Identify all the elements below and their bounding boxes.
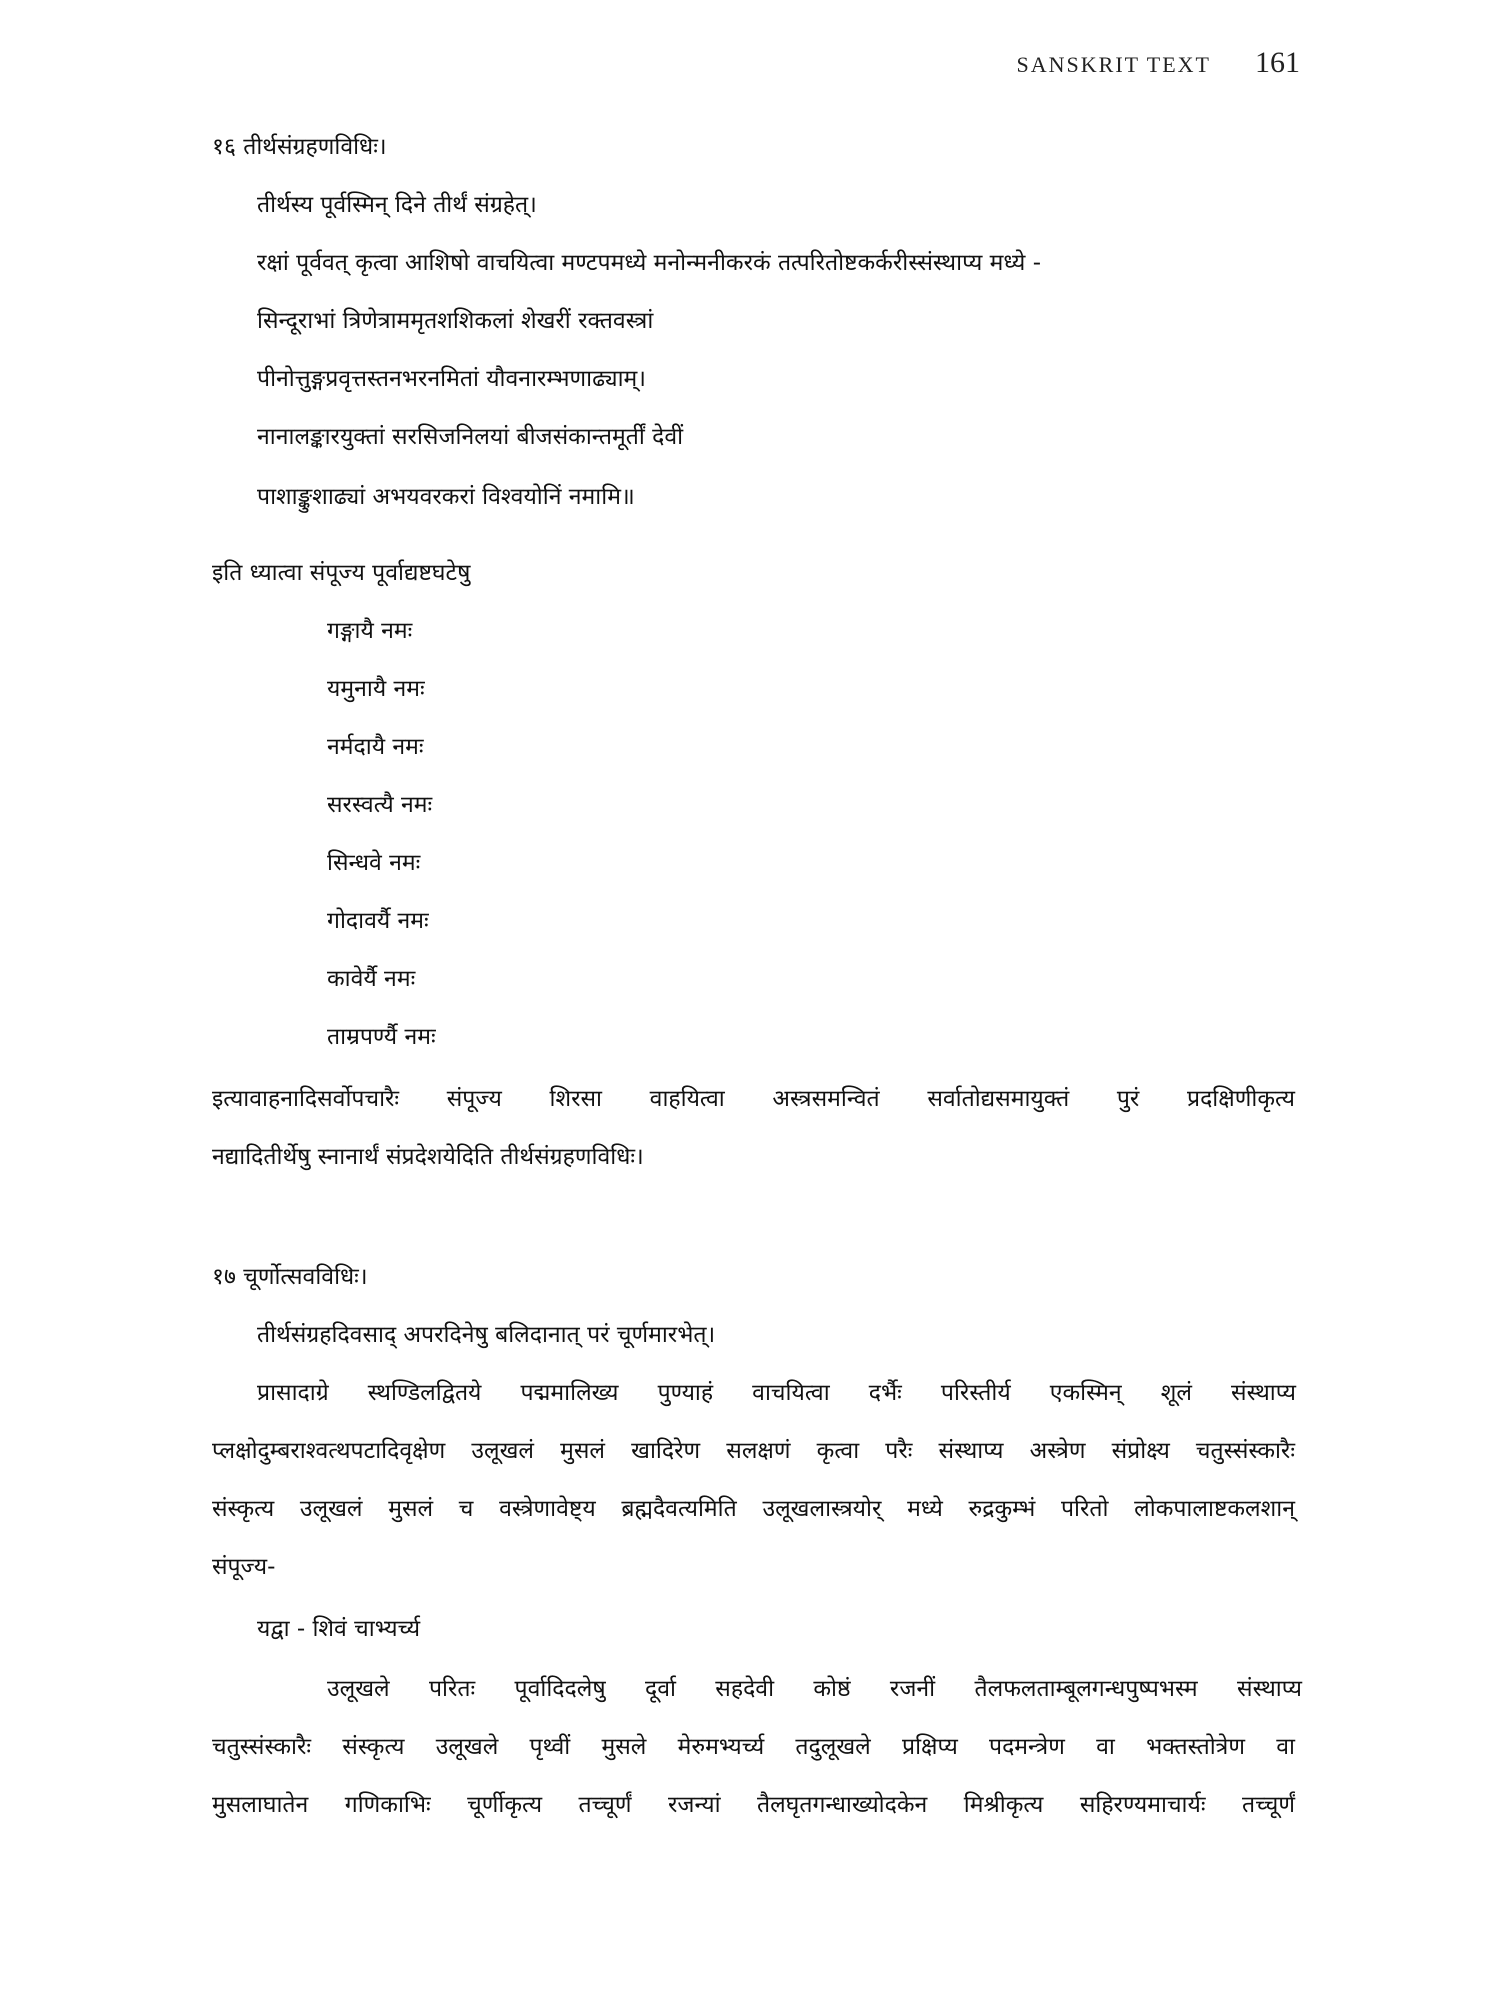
iti-line: इति ध्यात्वा संपूज्य पूर्वाद्यष्टघटेषु: [212, 560, 471, 586]
para2-line-3: मुसलाघातेन गणिकाभिः चूर्णीकृत्य तच्चूर्णं रजन्यां तैलघृतगन्धाख्योदकेन मिश्रीकृत्य सहिरण्यमाचार्यः तच्चूर्णं: [212, 1792, 1295, 1818]
invocation-narmada: नर्मदायै नमः: [327, 734, 424, 760]
section-16-instruction: रक्षां पूर्ववत् कृत्वा आशिषो वाचयित्वा मण्टपमध्ये मनोन्मनीकरकं तत्परितोष्टकर्करीस्संस्थाप्य मध्ये -: [257, 250, 1041, 276]
section-17-heading: १७ चूर्णोत्सवविधिः।: [212, 1264, 368, 1290]
para1-line-2: प्लक्षोदुम्बराश्वत्थपटादिवृक्षेण उलूखलं मुसलं खादिरेण सलक्षणं कृत्वा परैः संस्थाप्य अस्त्रेण संप्रोक्ष्य चतुस्संस्कारैः: [212, 1438, 1295, 1464]
para1-line-1: प्रासादाग्रे स्थण्डिलद्वितये पद्ममालिख्य पुण्याहं वाचयित्वा दर्भैः परिस्तीर्य एकस्मिन् शूलं संस्थाप्य: [257, 1380, 1296, 1406]
para2-line-1: उलूखले परितः पूर्वादिदलेषु दूर्वा सहदेवी कोष्ठं रजनीं तैलफलताम्बूलगन्धपुष्पभस्म संस्थाप्य: [327, 1676, 1302, 1702]
invocation-kaveri: कावेर्यै नमः: [327, 966, 416, 992]
yadva-line: यद्वा - शिवं चाभ्यर्च्य: [257, 1616, 421, 1642]
section-17-intro: तीर्थसंग्रहदिवसाद् अपरदिनेषु बलिदानात् परं चूर्णमारभेत्।: [257, 1322, 716, 1348]
verse-line-3: नानालङ्कारयुक्तां सरसिजनिलयां बीजसंकान्तमूर्तीं देवीं: [257, 424, 684, 450]
verse-line-4: पाशाङ्कुशाढ्यां अभयवरकरां विश्वयोनिं नमामि॥: [257, 484, 635, 510]
section-16-intro: तीर्थस्य पूर्वस्मिन् दिने तीर्थं संग्रहेत्।: [257, 192, 537, 218]
para1-line-3: संस्कृत्य उलूखलं मुसलं च वस्त्रेणावेष्ट्य ब्रह्मदैवत्यमिति उलूखलास्त्रयोर् मध्ये रुद्रकुम्भं परितो लोकपालाष्टकलशान्: [212, 1496, 1295, 1522]
closing-line-1: इत्यावाहनादिसर्वोपचारैः संपूज्य शिरसा वाहयित्वा अस्त्रसमन्वितं सर्वातोद्यसमायुक्तं पुरं प्रदक्षिणीकृत्य: [212, 1086, 1295, 1112]
running-head: [1017, 46, 1300, 80]
verse-line-2: पीनोत्तुङ्गप्रवृत्तस्तनभरनमितां यौवनारम्भणाढ्याम्।: [257, 366, 646, 392]
invocation-sarasvati: सरस्वत्यै नमः: [327, 792, 433, 818]
invocation-tamraparni: ताम्रपर्ण्यै नमः: [327, 1024, 436, 1050]
para2-line-2: चतुस्संस्कारैः संस्कृत्य उलूखले पृथ्वीं मुसले मेरुमभ्यर्च्य तदुलूखले प्रक्षिप्य पदमन्त्रेण वा भक्तस्तोत्रेण वा: [212, 1734, 1295, 1760]
running-title: SANSKRIT TEXT: [1016, 52, 1211, 77]
invocation-yamuna: यमुनायै नमः: [327, 676, 425, 702]
para1-line-4: संपूज्य-: [212, 1554, 276, 1580]
closing-line-2: नद्यादितीर्थेषु स्नानार्थं संप्रदेशयेदिति तीर्थसंग्रहणविधिः।: [212, 1144, 644, 1170]
invocation-ganga: गङ्गायै नमः: [327, 618, 413, 644]
invocation-godavari: गोदावर्यै नमः: [327, 908, 429, 934]
section-16-heading: १६ तीर्थसंग्रहणविधिः।: [212, 134, 387, 160]
verse-line-1: सिन्दूराभां त्रिणेत्राममृतशशिकलां शेखरीं रक्तवस्त्रां: [257, 308, 654, 334]
invocation-sindhu: सिन्धवे नमः: [327, 850, 421, 876]
page-number: 161: [1255, 46, 1300, 79]
